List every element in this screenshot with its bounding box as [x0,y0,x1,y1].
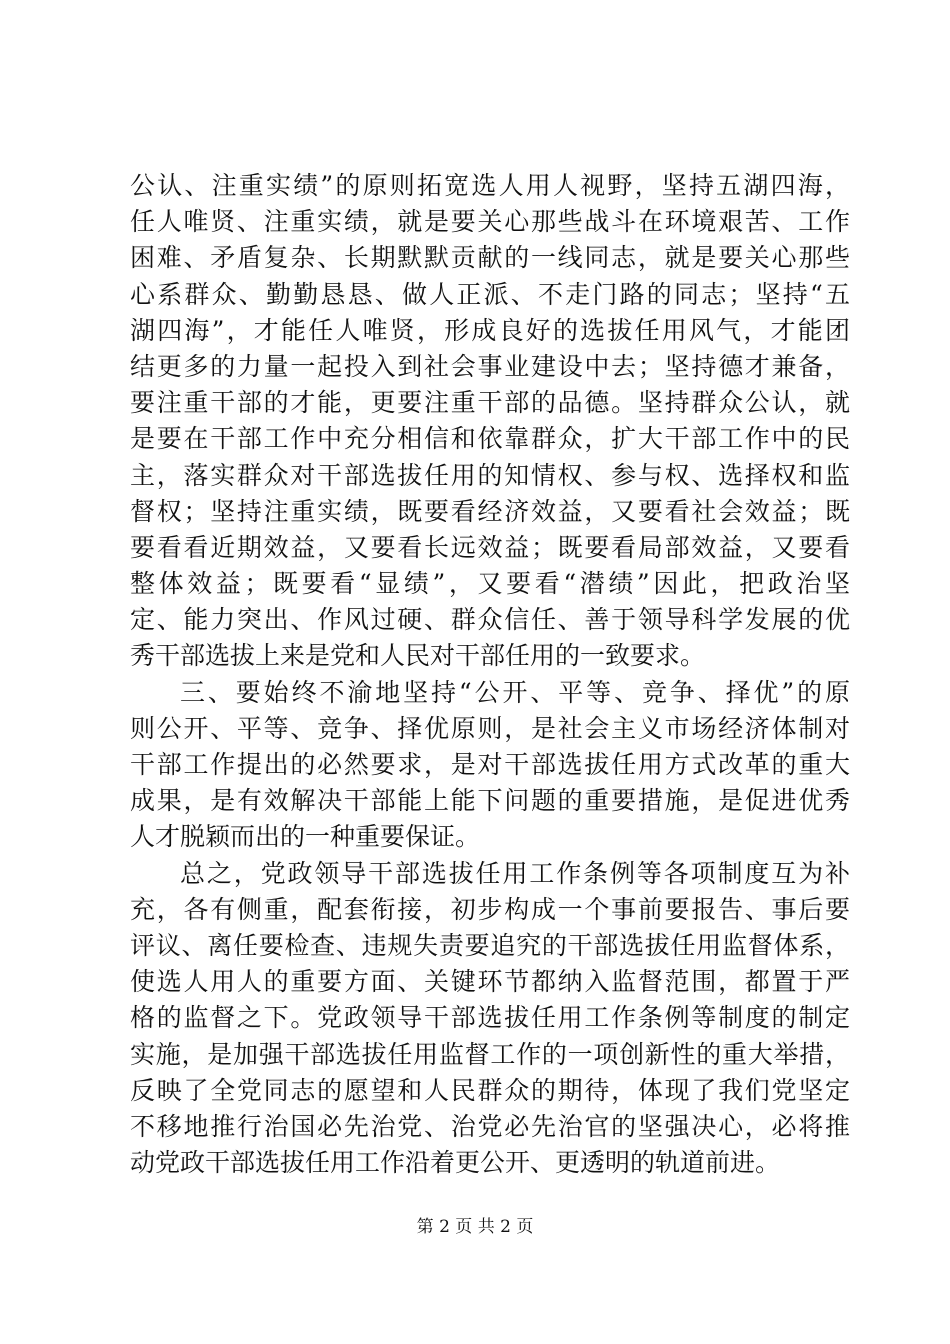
text-line: 要看看近期效益，又要看长远效益；既要看局部效益，又要看 [130,532,850,562]
text-line: 困难、矛盾复杂、长期默默贡献的一线同志，就是要关心那些 [130,243,850,273]
text-line: 任人唯贤、注重实绩，就是要关心那些战斗在环境艰苦、工作 [130,207,850,237]
text-line: 动党政干部选拔任用工作沿着更公开、更透明的轨道前进。 [130,1148,781,1178]
text-line: 成果，是有效解决干部能上能下问题的重要措施，是促进优秀 [130,786,850,816]
text-line: 湖四海”，才能任人唯贤，形成良好的选拔任用风气，才能团 [130,315,850,345]
text-line: 三、要始终不渝地坚持“公开、平等、竞争、择优”的原 [180,677,850,707]
text-line: 干部工作提出的必然要求，是对干部选拔任用方式改革的重大 [130,750,850,779]
text-line: 则公开、平等、竞争、择优原则，是社会主义市场经济体制对 [130,713,850,743]
text-line: 实施，是加强干部选拔任用监督工作的一项创新性的重大举措， [130,1039,850,1069]
text-line: 反映了全党同志的愿望和人民群众的期待，体现了我们党坚定 [130,1075,850,1105]
text-line: 人才脱颖而出的一种重要保证。 [130,822,481,852]
paragraph [130,168,850,675]
text-line: 评议、离任要检查、违规失责要追究的干部选拔任用监督体系， [130,930,850,960]
text-line: 要注重干部的才能，更要注重干部的品德。坚持群众公认，就 [130,388,850,418]
document-body [130,168,850,1181]
text-line: 秀干部选拔上来是党和人民对干部任用的一致要求。 [130,641,706,671]
text-line: 总之，党政领导干部选拔任用工作条例等各项制度互为补 [180,858,850,888]
text-line: 充，各有侧重，配套衔接，初步构成一个事前要报告、事后要 [130,894,850,924]
page-footer: 第 2 页 共 2 页 [416,1217,534,1237]
text-line: 结更多的力量一起投入到社会事业建设中去；坚持德才兼备， [130,351,850,381]
text-line: 不移地推行治国必先治党、治党必先治官的坚强决心，必将推 [130,1111,850,1141]
text-line: 公认、注重实绩”的原则拓宽选人用人视野，坚持五湖四海， [130,171,850,200]
paragraph [130,675,850,856]
text-line: 定、能力突出、作风过硬、群众信任、善于领导科学发展的优 [130,605,850,635]
text-line: 格的监督之下。党政领导干部选拔任用工作条例等制度的制定 [130,1003,850,1033]
text-line: 使选人用人的重要方面、关键环节都纳入监督范围，都置于严 [130,967,850,997]
text-line: 心系群众、勤勤恳恳、做人正派、不走门路的同志；坚持“五 [130,279,850,309]
text-line: 整体效益；既要看“显绩”，又要看“潜绩”因此，把政治坚 [130,569,850,599]
paragraph [130,856,850,1182]
text-line: 督权；坚持注重实绩，既要看经济效益，又要看社会效益；既 [130,496,850,526]
text-line: 是要在干部工作中充分相信和依靠群众，扩大干部工作中的民 [130,424,850,454]
text-line: 主，落实群众对干部选拔任用的知情权、参与权、选择权和监 [130,460,850,490]
